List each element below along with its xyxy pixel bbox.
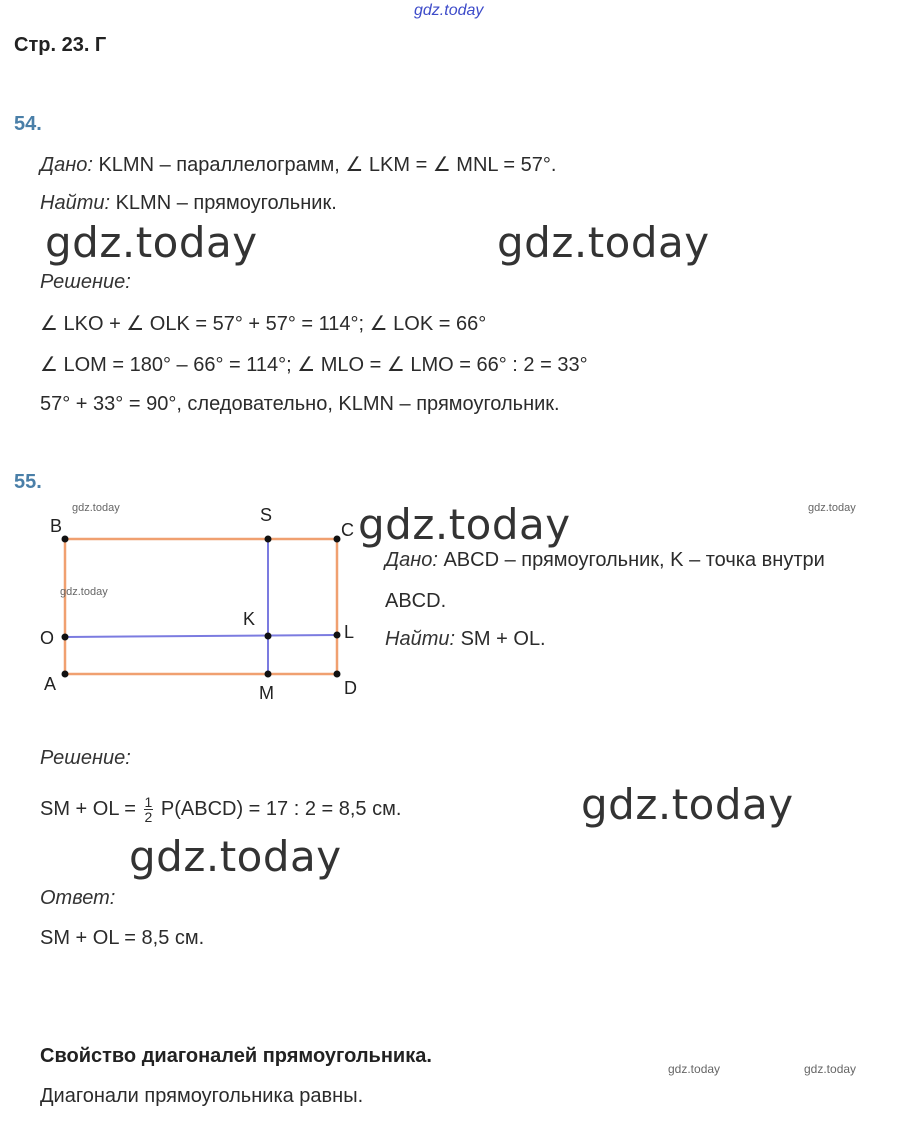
point-k [265,633,272,640]
given-text: ABCD – прямоугольник, K – точка внутри [437,549,825,571]
find-label: Найти: [40,192,111,214]
task-54-line-1: ∠ LKO + ∠ OLK = 57° + 57° = 114°; ∠ LOK = 66° [40,313,487,335]
task-55-given-2: ABCD. [385,590,447,612]
point-a [62,671,69,678]
segment-ol [65,635,337,637]
point-m [265,671,272,678]
task-54-line-3: 57° + 33° = 90°, следовательно, KLMN – прямоугольник. [40,393,560,415]
fraction-denominator: 2 [144,809,153,826]
point-l [334,632,341,639]
task-55-solution-line [40,787,401,831]
watermark-big: gdz.today [581,780,794,829]
label-d: D [344,678,357,698]
point-d [334,671,341,678]
point-s [265,536,272,543]
watermark-big: gdz.today [497,218,710,267]
task-55-find [385,628,546,651]
label-k: K [243,609,256,629]
watermark-big: gdz.today [45,218,258,267]
property-text: Диагонали прямоугольника равны. [40,1085,364,1107]
label-o: O [40,628,55,648]
page-title: Стр. 23. Г [14,34,107,56]
task-54-line-2: ∠ LOM = 180° – 66° = 114°; ∠ MLO = ∠ LMO = 66° : 2 = 33° [40,354,588,376]
watermark-top: gdz.today [414,2,484,19]
task-55-given-1 [385,549,825,572]
fraction-numerator: 1 [144,794,153,811]
task-54-number: 54. [14,113,42,135]
label-c: C [341,520,354,540]
task-54-solution-label: Решение: [40,271,131,293]
watermark-small: gdz.today [808,502,856,514]
solution-pre: SM + OL = [40,798,142,820]
given-label: Дано: [40,154,93,176]
label-m: M [259,683,274,703]
task-55-answer: SM + OL = 8,5 см. [40,927,205,949]
watermark-small: gdz.today [804,1062,857,1076]
watermark-small: gdz.today [72,502,120,514]
task-55-solution-label: Решение: [40,747,131,769]
given-text: KLMN – параллелограмм, ∠ LKM = ∠ MNL = 57°. [92,154,557,176]
watermark-big: gdz.today [129,832,342,881]
watermark-small: gdz.today [668,1062,721,1076]
point-b [62,536,69,543]
task-55-answer-label: Ответ: [40,887,116,909]
label-l: L [344,622,355,642]
task-55-number: 55. [14,471,42,493]
watermark-small: gdz.today [60,586,108,598]
given-label: Дано: [385,549,438,571]
property-title: Свойство диагоналей прямоугольника. [40,1045,432,1067]
point-c [334,536,341,543]
label-b: B [50,516,63,536]
fraction-half [144,795,154,824]
label-s: S [260,505,273,525]
solution-post: P(ABCD) = 17 : 2 = 8,5 см. [155,798,402,820]
point-o [62,634,69,641]
find-text: KLMN – прямоугольник. [110,192,337,214]
watermark-big: gdz.today [358,500,571,549]
find-text: SM + OL. [455,628,546,650]
find-label: Найти: [385,628,456,650]
label-a: A [44,674,57,694]
